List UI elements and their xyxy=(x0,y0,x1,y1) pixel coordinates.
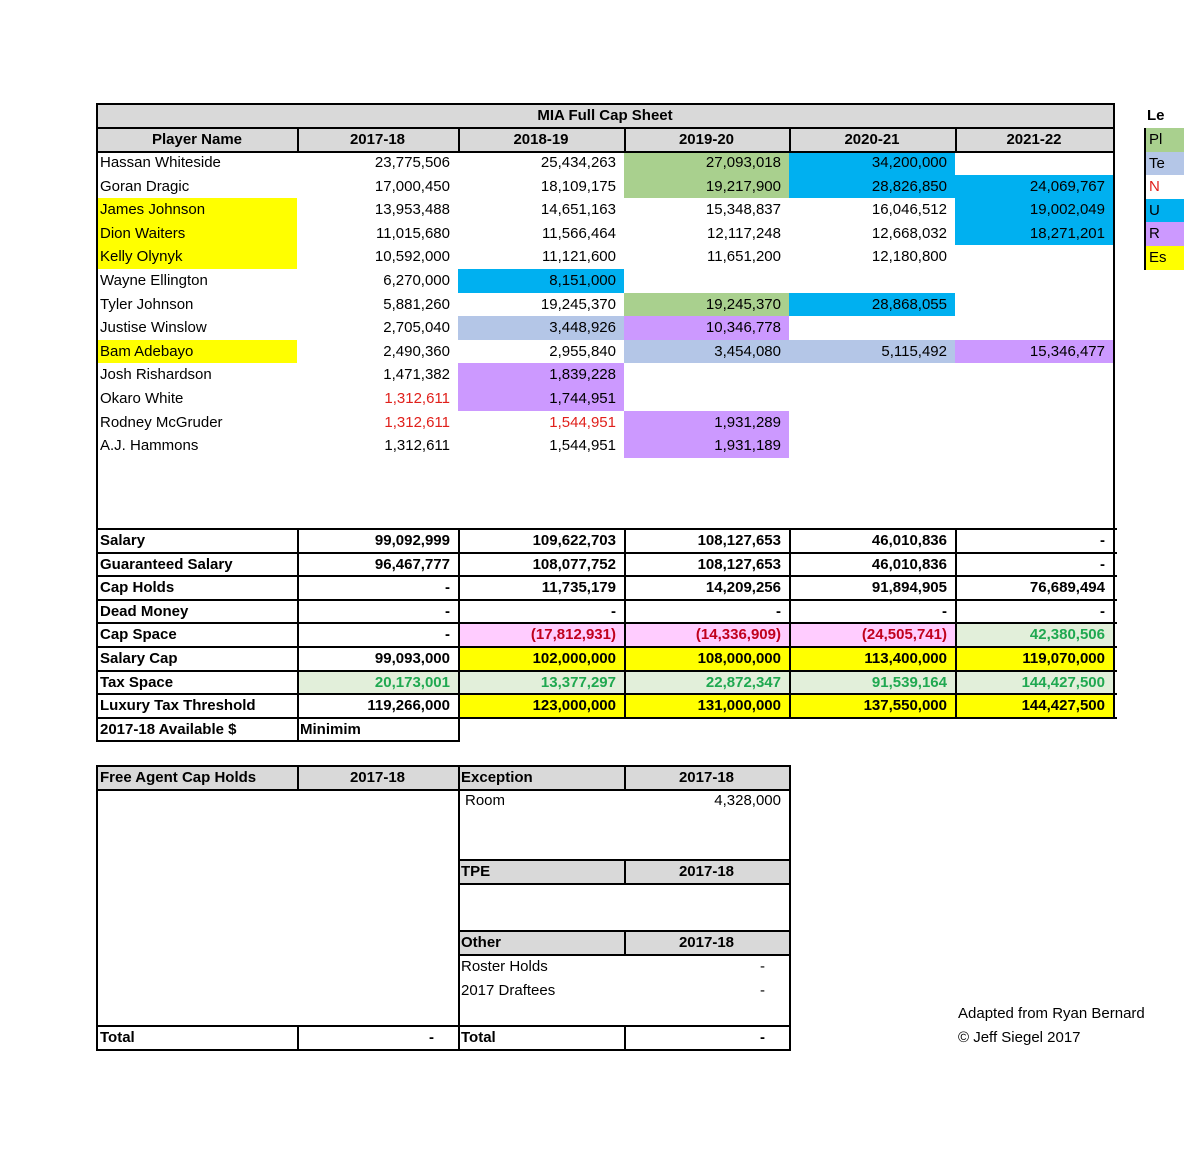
salary-cell: 1,471,382 xyxy=(383,366,450,384)
roster-holds-label: Roster Holds xyxy=(461,958,548,975)
summary-cell: 123,000,000 xyxy=(532,697,616,715)
grid-line xyxy=(96,528,1117,530)
salary-cell: 19,245,370 xyxy=(540,295,616,313)
grid-line xyxy=(624,859,626,883)
salary-cell: 1,839,228 xyxy=(549,366,616,384)
room-value: 4,328,000 xyxy=(714,792,781,809)
summary-cell: 11,735,179 xyxy=(541,579,616,597)
salary-cell xyxy=(955,293,1113,317)
salary-cell xyxy=(955,245,1113,269)
salary-cell: 16,046,512 xyxy=(871,201,947,219)
credit-line-1: Adapted from Ryan Bernard xyxy=(958,1005,1145,1022)
salary-cell: 1,312,611 xyxy=(384,390,450,407)
grid-line xyxy=(96,1025,791,1027)
grid-line xyxy=(624,528,626,718)
grid-line xyxy=(96,740,460,742)
legend-item: Te xyxy=(1144,152,1184,176)
header-player-name: Player Name xyxy=(151,131,243,148)
salary-cell: 10,592,000 xyxy=(374,248,450,266)
grid-line xyxy=(96,622,1117,624)
salary-cell: 5,881,260 xyxy=(383,295,450,313)
summary-cell: 99,093,000 xyxy=(374,650,450,667)
salary-cell: 2,955,840 xyxy=(549,342,616,360)
grid-line xyxy=(458,954,791,956)
salary-cell: 3,454,080 xyxy=(714,342,781,360)
salary-cell: 11,651,200 xyxy=(707,248,781,266)
salary-cell: 1,931,189 xyxy=(714,437,781,455)
salary-cell: 12,180,800 xyxy=(871,248,947,266)
summary-label: Luxury Tax Threshold xyxy=(100,697,256,715)
salary-cell: 2,705,040 xyxy=(383,319,450,337)
player-name: A.J. Hammons xyxy=(100,437,199,455)
header-year: 2019-20 xyxy=(678,131,735,148)
summary-cell: - xyxy=(1100,602,1105,620)
salary-cell: 19,217,900 xyxy=(705,177,781,195)
salary-cell: 1,544,951 xyxy=(549,413,616,431)
salary-cell xyxy=(955,387,1113,411)
header-year: 2021-22 xyxy=(1006,131,1062,148)
salary-cell: 11,015,680 xyxy=(376,224,450,242)
header-year: 2020-21 xyxy=(844,131,900,148)
grid-line xyxy=(955,127,957,151)
summary-label: Salary xyxy=(100,532,146,549)
legend-title: Le xyxy=(1147,107,1165,124)
salary-cell: 23,775,506 xyxy=(374,154,450,171)
summary-cell: 109,622,703 xyxy=(532,532,616,549)
player-name: James Johnson xyxy=(100,201,206,219)
grid-line xyxy=(96,127,1115,129)
grid-line xyxy=(96,599,1117,601)
grid-line xyxy=(297,765,299,789)
other-total-value: - xyxy=(760,1029,765,1046)
salary-cell xyxy=(955,151,1113,175)
salary-cell: 3,448,926 xyxy=(549,319,616,337)
grid-line xyxy=(297,528,299,718)
fa-year: 2017-18 xyxy=(349,769,406,786)
sheet-title: MIA Full Cap Sheet xyxy=(537,107,673,124)
salary-cell xyxy=(955,434,1113,458)
summary-cell: 20,173,001 xyxy=(374,673,450,691)
summary-cell: 13,377,297 xyxy=(540,673,616,691)
salary-cell xyxy=(624,269,789,293)
summary-cell: 108,127,653 xyxy=(697,532,781,549)
other-total-label: Total xyxy=(461,1029,496,1046)
salary-cell: 24,069,767 xyxy=(1029,177,1105,195)
grid-line xyxy=(789,765,791,1051)
salary-cell: 13,953,488 xyxy=(374,201,450,219)
summary-cell: - xyxy=(445,579,450,597)
summary-cell: (17,812,931) xyxy=(530,626,616,644)
grid-line xyxy=(96,552,1117,554)
salary-cell: 27,093,018 xyxy=(705,154,781,171)
player-name: Dion Waiters xyxy=(100,224,186,242)
salary-cell xyxy=(789,387,955,411)
player-name: Kelly Olynyk xyxy=(100,248,183,266)
draftees-label: 2017 Draftees xyxy=(461,982,556,999)
legend-item: Es xyxy=(1144,246,1184,270)
summary-label: Tax Space xyxy=(100,673,174,691)
exception-year: 2017-18 xyxy=(678,769,735,786)
grid-line xyxy=(624,1025,626,1049)
draftees-value: - xyxy=(760,982,765,999)
grid-line xyxy=(458,127,460,151)
grid-line xyxy=(96,670,1117,672)
summary-cell: (24,505,741) xyxy=(861,626,947,644)
player-name: Wayne Ellington xyxy=(100,272,208,289)
summary-cell: 108,077,752 xyxy=(532,555,616,573)
grid-line xyxy=(458,528,460,718)
grid-line xyxy=(789,528,791,718)
player-name: Goran Dragic xyxy=(100,177,190,195)
grid-line xyxy=(96,103,1115,105)
room-label: Room xyxy=(465,792,506,809)
salary-cell xyxy=(789,411,955,435)
player-name: Hassan Whiteside xyxy=(100,154,221,171)
salary-cell xyxy=(955,411,1113,435)
grid-line xyxy=(789,127,791,151)
salary-cell: 6,270,000 xyxy=(383,272,450,289)
salary-cell: 25,434,263 xyxy=(540,154,616,171)
salary-cell: 10,346,778 xyxy=(705,319,781,337)
summary-cell: 113,400,000 xyxy=(864,650,947,667)
salary-cell: 12,117,248 xyxy=(707,224,781,242)
grid-line xyxy=(1113,103,1115,719)
grid-line xyxy=(96,789,791,791)
legend-item: N xyxy=(1144,175,1184,199)
grid-line xyxy=(96,717,1117,719)
salary-cell: 1,312,611 xyxy=(384,437,450,455)
grid-line xyxy=(458,883,791,885)
grid-line xyxy=(96,693,1117,695)
player-name: Josh Rishardson xyxy=(100,366,212,384)
salary-cell: 1,931,289 xyxy=(714,413,781,431)
legend-item: R xyxy=(1144,222,1184,246)
summary-cell: 91,894,905 xyxy=(871,579,947,597)
summary-cell: - xyxy=(1100,555,1105,573)
summary-cell: - xyxy=(1100,532,1105,549)
grid-line xyxy=(297,717,299,742)
summary-cell: 102,000,000 xyxy=(532,650,616,667)
header-year: 2018-19 xyxy=(513,131,569,148)
summary-label: Cap Holds xyxy=(100,579,175,597)
grid-line xyxy=(955,528,957,718)
salary-cell: 1,744,951 xyxy=(549,390,616,407)
summary-cell: 96,467,777 xyxy=(374,555,450,573)
other-year: 2017-18 xyxy=(678,934,735,951)
grid-line xyxy=(624,930,626,954)
salary-cell: 1,312,611 xyxy=(384,413,450,431)
other-header: Other xyxy=(461,934,502,951)
summary-cell: - xyxy=(611,602,616,620)
salary-cell xyxy=(955,269,1113,293)
summary-cell: 108,127,653 xyxy=(697,555,781,573)
salary-cell xyxy=(624,363,789,387)
summary-cell: 131,000,000 xyxy=(697,697,781,715)
player-name: Okaro White xyxy=(100,390,184,407)
salary-cell: 11,566,464 xyxy=(542,224,616,242)
salary-cell: 1,544,951 xyxy=(549,437,616,455)
salary-cell: 15,348,837 xyxy=(705,201,781,219)
roster-holds-value: - xyxy=(760,958,765,975)
salary-cell: 15,346,477 xyxy=(1029,342,1105,360)
grid-line xyxy=(96,765,791,767)
available-label: 2017-18 Available $ xyxy=(100,721,237,738)
available-value: Minimim xyxy=(300,721,361,738)
player-name: Justise Winslow xyxy=(100,319,207,337)
grid-line xyxy=(624,127,626,151)
salary-cell xyxy=(955,363,1113,387)
player-name: Rodney McGruder xyxy=(100,413,223,431)
grid-line xyxy=(458,765,460,1051)
salary-cell xyxy=(624,387,789,411)
legend-item: U xyxy=(1144,199,1184,223)
summary-cell: - xyxy=(445,602,450,620)
summary-cell: - xyxy=(445,626,450,644)
salary-cell: 12,668,032 xyxy=(871,224,947,242)
summary-cell: 76,689,494 xyxy=(1029,579,1105,597)
summary-cell: 137,550,000 xyxy=(863,697,947,715)
fa-total-value: - xyxy=(429,1029,434,1046)
salary-cell: 34,200,000 xyxy=(871,154,947,171)
grid-line xyxy=(96,575,1117,577)
summary-cell: 144,427,500 xyxy=(1021,673,1105,691)
summary-cell: 46,010,836 xyxy=(871,532,947,549)
summary-cell: 91,539,164 xyxy=(871,673,947,691)
grid-line xyxy=(96,646,1117,648)
summary-cell: 119,266,000 xyxy=(367,697,450,715)
salary-cell: 8,151,000 xyxy=(549,272,616,289)
salary-cell xyxy=(789,434,955,458)
salary-cell: 18,271,201 xyxy=(1029,224,1105,242)
salary-cell: 14,651,163 xyxy=(540,201,616,219)
exception-header: Exception xyxy=(461,769,533,786)
summary-label: Cap Space xyxy=(100,626,177,644)
tpe-header: TPE xyxy=(461,863,491,880)
summary-label: Salary Cap xyxy=(100,650,178,667)
salary-cell xyxy=(955,316,1113,340)
summary-cell: 42,380,506 xyxy=(1029,626,1105,644)
salary-cell: 11,121,600 xyxy=(542,248,616,266)
summary-cell: (14,336,909) xyxy=(695,626,781,644)
salary-cell: 19,245,370 xyxy=(705,295,781,313)
fa-header: Free Agent Cap Holds xyxy=(100,769,257,786)
summary-cell: 119,070,000 xyxy=(1022,650,1105,667)
salary-cell: 28,868,055 xyxy=(871,295,947,313)
salary-cell xyxy=(789,316,955,340)
salary-cell xyxy=(789,363,955,387)
grid-line xyxy=(458,717,460,742)
summary-cell: 108,000,000 xyxy=(697,650,781,667)
player-name: Tyler Johnson xyxy=(100,295,194,313)
summary-cell: 99,092,999 xyxy=(374,532,450,549)
header-year: 2017-18 xyxy=(349,131,406,148)
salary-cell: 28,826,850 xyxy=(871,177,947,195)
salary-cell: 2,490,360 xyxy=(383,342,450,360)
summary-label: Dead Money xyxy=(100,602,189,620)
player-name: Bam Adebayo xyxy=(100,342,194,360)
grid-line xyxy=(624,765,626,789)
summary-cell: 14,209,256 xyxy=(705,579,781,597)
salary-cell: 17,000,450 xyxy=(374,177,450,195)
grid-line xyxy=(96,151,1115,153)
summary-cell: 22,872,347 xyxy=(705,673,781,691)
grid-line xyxy=(297,127,299,151)
salary-cell: 18,109,175 xyxy=(540,177,616,195)
summary-cell: - xyxy=(942,602,947,620)
salary-cell xyxy=(789,269,955,293)
grid-line xyxy=(96,765,98,1051)
summary-cell: - xyxy=(776,602,781,620)
salary-cell: 19,002,049 xyxy=(1029,201,1105,219)
summary-cell: 144,427,500 xyxy=(1021,697,1105,715)
summary-label: Guaranteed Salary xyxy=(100,555,233,573)
credit-line-2: © Jeff Siegel 2017 xyxy=(958,1029,1081,1046)
summary-cell: 46,010,836 xyxy=(871,555,947,573)
tpe-year: 2017-18 xyxy=(678,863,735,880)
legend-item: Pl xyxy=(1144,128,1184,152)
salary-cell: 5,115,492 xyxy=(881,342,947,360)
fa-total-label: Total xyxy=(100,1029,135,1046)
grid-line xyxy=(297,1025,299,1049)
grid-line xyxy=(96,1049,791,1051)
